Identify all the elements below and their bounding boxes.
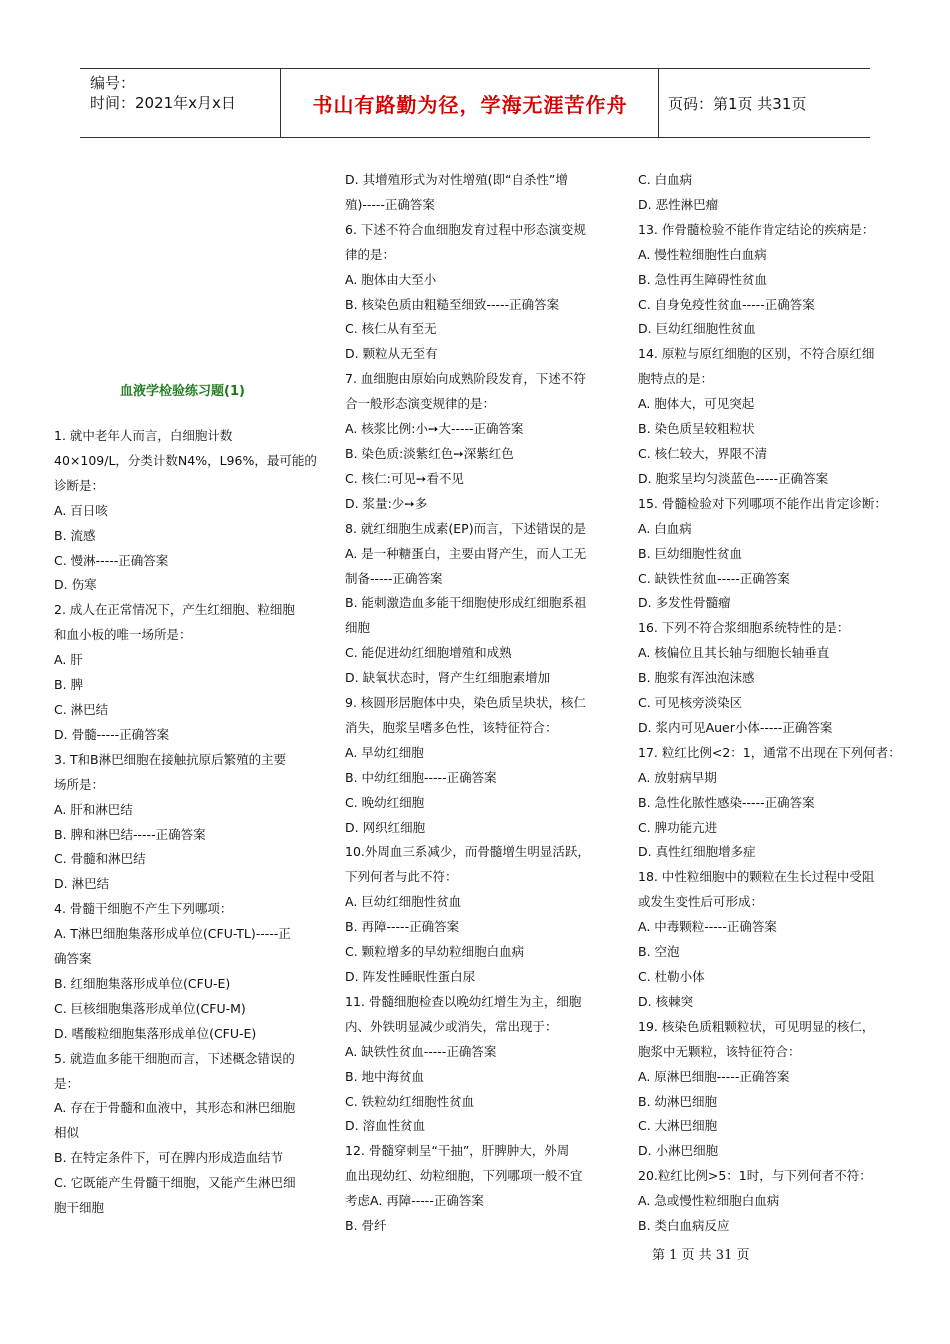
text-line: 15. 骨髓检验对下列哪项不能作出肯定诊断： bbox=[638, 495, 887, 511]
page-header bbox=[80, 68, 870, 138]
text-line: 12. 骨髓穿刺呈“干抽”，肝脾肿大，外周 bbox=[345, 1143, 570, 1159]
text-line: 7. 血细胞由原始向成熟阶段发育，下述不符 bbox=[345, 371, 586, 387]
text-line: 13. 作骨髓检验不能作肯定结论的疾病是： bbox=[638, 221, 875, 237]
text-line: 20.粒红比例>5：1时，与下列何者不符： bbox=[638, 1168, 872, 1184]
text-line: A. 核偏位且其长轴与细胞长轴垂直 bbox=[638, 645, 830, 661]
text-line: 10.外周血三系减少，而骨髓增生明显活跃， bbox=[345, 844, 590, 860]
text-line: C. 核仁较大，界限不清 bbox=[638, 445, 768, 461]
text-line: 3. T和B淋巴细胞在接触抗原后繁殖的主要 bbox=[54, 751, 287, 767]
text-line: D. 巨幼红细胞性贫血 bbox=[638, 321, 756, 337]
text-line: A. 存在于骨髓和血液中，其形态和淋巴细胞 bbox=[54, 1100, 296, 1116]
text-line: 2. 成人在正常情况下，产生红细胞、粒细胞 bbox=[54, 602, 295, 618]
text-line: 14. 原粒与原红细胞的区别，不符合原红细 bbox=[638, 346, 875, 362]
document-title: 血液学检验练习题(1) bbox=[120, 384, 245, 399]
text-line: 内、外铁明显减少或消失，常出现于： bbox=[345, 1018, 558, 1034]
text-line: 19. 核染色质粗颗粒状，可见明显的核仁， bbox=[638, 1018, 875, 1034]
text-line: 4. 骨髓干细胞不产生下列哪项： bbox=[54, 901, 233, 917]
text-line: A. 早幼红细胞 bbox=[345, 744, 424, 760]
text-line: 或发生变性后可形成： bbox=[638, 894, 764, 910]
text-line: 8. 就红细胞生成素(EP)而言，下述错误的是 bbox=[345, 520, 587, 536]
text-line: 11. 骨髓细胞检查以晚幼红增生为主，细胞 bbox=[345, 993, 582, 1009]
text-line: D. 核棘突 bbox=[638, 993, 694, 1009]
text-column-3 bbox=[638, 168, 908, 1239]
text-line: B. 急性再生障碍性贫血 bbox=[638, 271, 768, 287]
text-line: 血出现幼红、幼粒细胞，下列哪项一般不宜 bbox=[345, 1168, 583, 1184]
text-line: C. 脾功能亢进 bbox=[638, 819, 718, 835]
text-line: D. 骨髓-----正确答案 bbox=[54, 726, 170, 742]
text-line: B. 类白血病反应 bbox=[638, 1218, 730, 1234]
text-line: C. 缺铁性贫血-----正确答案 bbox=[638, 570, 790, 586]
text-line: 胞干细胞 bbox=[54, 1200, 105, 1216]
text-line: A. 胞体由大至小 bbox=[345, 271, 437, 287]
text-line: C. 慢淋-----正确答案 bbox=[54, 552, 169, 568]
text-line: C. 颗粒增多的早幼粒细胞白血病 bbox=[345, 944, 525, 960]
text-line: B. 流感 bbox=[54, 527, 96, 543]
text-line: A. 巨幼红细胞性贫血 bbox=[345, 894, 462, 910]
text-line: D. 浆量:少➙多 bbox=[345, 495, 428, 511]
doc-time-label: 时间：2021年x月x日 bbox=[90, 94, 236, 112]
text-line: C. 核仁:可见➙看不见 bbox=[345, 470, 464, 486]
text-line: C. 可见核旁淡染区 bbox=[638, 695, 743, 711]
text-line: C. 淋巴结 bbox=[54, 701, 109, 717]
text-line: 诊断是： bbox=[54, 477, 105, 493]
text-line: C. 白血病 bbox=[638, 172, 693, 187]
text-line: 确答案 bbox=[54, 951, 92, 967]
text-line: D. 真性红细胞增多症 bbox=[638, 844, 756, 860]
text-line: 40×109/L，分类计数N4%，L96%，最可能的 bbox=[54, 452, 317, 468]
text-line: 1. 就中老年人而言，白细胞计数 bbox=[54, 428, 233, 443]
text-line: C. 杜勒小体 bbox=[638, 969, 705, 984]
header-motto: 书山有路勤为径，学海无涯苦作舟 bbox=[312, 92, 628, 117]
text-line: B. 幼淋巴细胞 bbox=[638, 1093, 718, 1109]
text-line: D. 网织红细胞 bbox=[345, 819, 426, 835]
text-line: D. 淋巴结 bbox=[54, 876, 110, 892]
text-line: 考虑A. 再障-----正确答案 bbox=[345, 1193, 484, 1209]
text-column-2 bbox=[345, 168, 610, 1239]
text-line: B. 地中海贫血 bbox=[345, 1068, 425, 1084]
text-line: D. 胞浆呈均匀淡蓝色-----正确答案 bbox=[638, 470, 829, 486]
text-line: D. 浆内可见Auer小体-----正确答案 bbox=[638, 719, 833, 735]
text-line: C. 巨核细胞集落形成单位(CFU-M) bbox=[54, 1000, 246, 1016]
text-line: B. 染色质:淡紫红色➙深紫红色 bbox=[345, 445, 514, 461]
text-line: B. 胞浆有浑浊泡沫感 bbox=[638, 670, 755, 686]
header-divider bbox=[280, 69, 281, 137]
text-line: A. 缺铁性贫血-----正确答案 bbox=[345, 1043, 497, 1059]
text-line: D. 溶血性贫血 bbox=[345, 1118, 426, 1134]
text-line: B. 在特定条件下，可在脾内形成造血结节 bbox=[54, 1150, 284, 1166]
text-line: D. 伤寒 bbox=[54, 577, 97, 593]
text-line: B. 骨纤 bbox=[345, 1218, 387, 1234]
text-line: 胞浆中无颗粒，该特征符合： bbox=[638, 1043, 801, 1059]
text-line: A. 急或慢性粒细胞白血病 bbox=[638, 1193, 780, 1209]
text-line: C. 骨髓和淋巴结 bbox=[54, 851, 146, 867]
text-line: 殖)-----正确答案 bbox=[345, 196, 435, 212]
text-line: C. 大淋巴细胞 bbox=[638, 1118, 718, 1134]
text-line: 制备-----正确答案 bbox=[345, 570, 443, 586]
text-line: A. 肝 bbox=[54, 652, 83, 668]
text-line: B. 能刺激造血多能干细胞使形成红细胞系祖 bbox=[345, 595, 587, 611]
text-line: 6. 下述不符合血细胞发育过程中形态演变规 bbox=[345, 221, 586, 237]
text-line: C. 它既能产生骨髓干细胞，又能产生淋巴细 bbox=[54, 1175, 296, 1191]
text-line: 相似 bbox=[54, 1125, 80, 1141]
text-line: A. 百日咳 bbox=[54, 502, 108, 518]
text-line: A. 中毒颗粒-----正确答案 bbox=[638, 919, 777, 935]
text-line: B. 红细胞集落形成单位(CFU-E) bbox=[54, 975, 231, 991]
text-line: A. 是一种糖蛋白，主要由肾产生，而人工无 bbox=[345, 545, 587, 561]
text-line: D. 恶性淋巴瘤 bbox=[638, 196, 719, 212]
text-line: B. 核染色质由粗糙至细致-----正确答案 bbox=[345, 296, 560, 312]
text-line: 胞特点的是： bbox=[638, 371, 714, 387]
text-line: 18. 中性粒细胞中的颗粒在生长过程中受阻 bbox=[638, 869, 875, 885]
text-line: B. 脾 bbox=[54, 677, 84, 693]
text-line: C. 能促进幼红细胞增殖和成熟 bbox=[345, 645, 512, 661]
text-line: A. T淋巴细胞集落形成单位(CFU-TL)-----正 bbox=[54, 926, 291, 942]
text-line: C. 自身免疫性贫血-----正确答案 bbox=[638, 296, 815, 312]
text-line: 律的是： bbox=[345, 246, 396, 262]
text-line: A. 原淋巴细胞-----正确答案 bbox=[638, 1068, 790, 1084]
doc-code-label: 编号： bbox=[90, 74, 136, 92]
text-line: B. 空泡 bbox=[638, 944, 680, 960]
text-line: D. 多发性骨髓瘤 bbox=[638, 595, 731, 611]
text-line: 16. 下列不符合浆细胞系统特性的是： bbox=[638, 620, 850, 636]
text-line: D. 小淋巴细胞 bbox=[638, 1143, 719, 1159]
text-line: C. 铁粒幼红细胞性贫血 bbox=[345, 1093, 475, 1109]
text-line: 和血小板的唯一场所是： bbox=[54, 627, 192, 643]
text-line: 5. 就造血多能干细胞而言，下述概念错误的 bbox=[54, 1050, 295, 1066]
header-meta bbox=[90, 73, 236, 113]
text-line: A. 胞体大，可见突起 bbox=[638, 396, 755, 412]
text-line: B. 中幼红细胞-----正确答案 bbox=[345, 769, 497, 785]
text-line: 场所是： bbox=[54, 776, 105, 792]
text-line: 下列何者与此不符： bbox=[345, 869, 458, 885]
text-line: A. 放射病早期 bbox=[638, 769, 717, 785]
text-line: C. 核仁从有至无 bbox=[345, 321, 437, 337]
header-divider bbox=[658, 69, 659, 137]
text-line: A. 肝和淋巴结 bbox=[54, 801, 133, 817]
text-line: 17. 粒红比例<2：1，通常不出现在下列何者： bbox=[638, 744, 901, 760]
text-line: D. 嗜酸粒细胞集落形成单位(CFU-E) bbox=[54, 1025, 257, 1041]
text-line: A. 白血病 bbox=[638, 520, 692, 536]
text-line: A. 核浆比例:小➙大-----正确答案 bbox=[345, 421, 524, 437]
text-line: A. 慢性粒细胞性白血病 bbox=[638, 246, 767, 262]
text-line: B. 巨幼细胞性贫血 bbox=[638, 545, 743, 561]
text-line: C. 晚幼红细胞 bbox=[345, 794, 425, 810]
text-line: B. 再障-----正确答案 bbox=[345, 919, 460, 935]
text-line: 9. 核圆形居胞体中央，染色质呈块状，核仁 bbox=[345, 695, 586, 711]
text-line: 消失，胞浆呈嗜多色性，该特征符合： bbox=[345, 719, 558, 735]
page-footer: 第 1 页 共 31 页 bbox=[652, 1248, 750, 1263]
text-line: 是： bbox=[54, 1075, 80, 1091]
text-line: 合一般形态演变规律的是： bbox=[345, 396, 496, 412]
text-line: D. 阵发性睡眠性蛋白尿 bbox=[345, 969, 476, 984]
text-line: D. 颗粒从无至有 bbox=[345, 346, 438, 362]
text-line: B. 染色质呈较粗粒状 bbox=[638, 421, 755, 437]
text-line: D. 缺氧状态时，肾产生红细胞素增加 bbox=[345, 670, 551, 686]
text-line: D. 其增殖形式为对性增殖(即“自杀性”增 bbox=[345, 172, 568, 187]
text-column-1 bbox=[54, 424, 316, 1221]
text-line: 细胞 bbox=[345, 620, 371, 636]
text-line: B. 脾和淋巴结-----正确答案 bbox=[54, 826, 206, 842]
header-page-info: 页码：第1页 共31页 bbox=[668, 95, 807, 113]
text-line: B. 急性化脓性感染-----正确答案 bbox=[638, 794, 815, 810]
